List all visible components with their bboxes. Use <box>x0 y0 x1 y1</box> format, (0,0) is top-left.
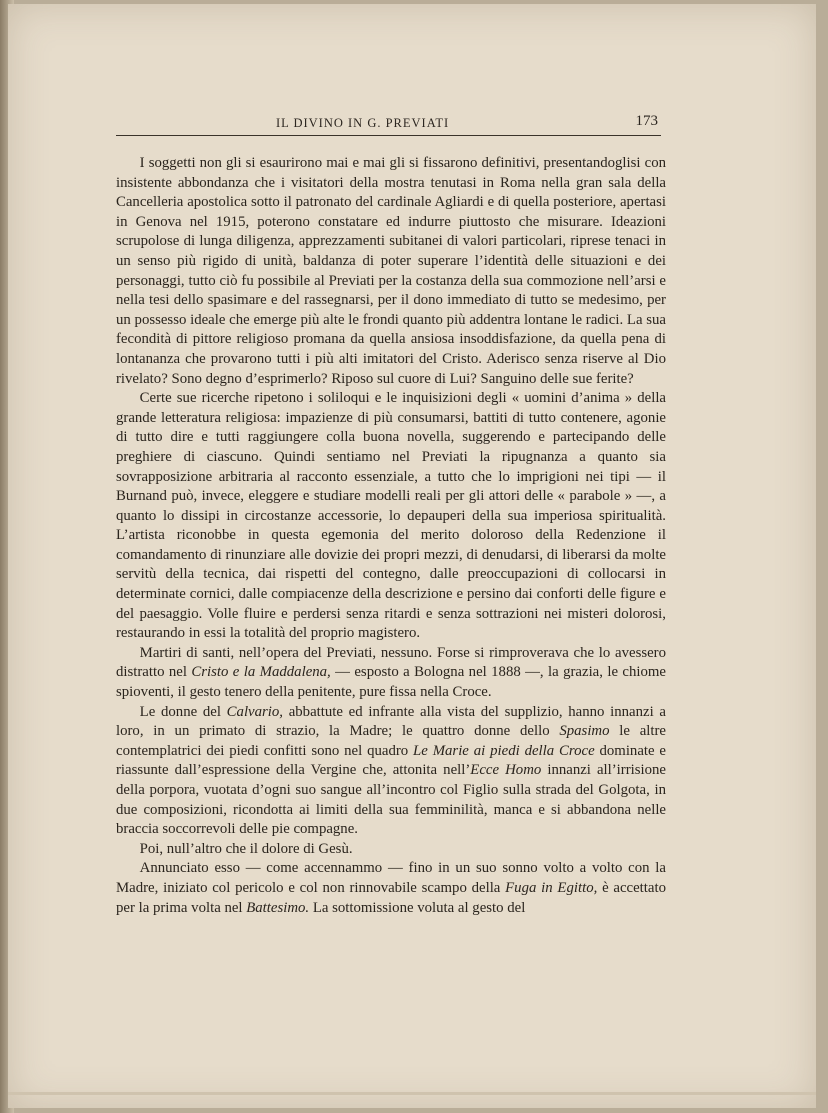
page-header <box>116 112 666 136</box>
page-bottom-edge <box>8 1092 816 1095</box>
italic-title: Cristo e la Maddalena, <box>191 664 331 681</box>
text-run: Annunciato esso — come accennammo — fino in un suo sonno volto a volto con la Madre, iniziato col pericolo e col non rinnovabile scampo della <box>116 860 666 896</box>
header-rule <box>116 135 661 136</box>
paragraph <box>116 644 666 703</box>
paragraph <box>116 154 666 389</box>
paragraph <box>116 859 666 918</box>
paragraph <box>116 703 666 840</box>
text-run: La sottomissione voluta al gesto del <box>309 899 526 916</box>
running-title: IL DIVINO IN G. PREVIATI <box>276 116 450 130</box>
italic-title: Le Marie ai piedi della Croce <box>413 742 595 759</box>
text-run: — esposto a Bologna nel 1888 —, la grazia, le chiome spioventi, il gesto tenero della penitente, pure fissa nella Croce. <box>116 664 666 701</box>
body-text <box>116 154 666 918</box>
text-run: abbattute ed infrante alla vista del supplizio, hanno innanzi a loro, in un primato di strazio, la Madre; le quattro donne dello <box>116 703 666 740</box>
italic-title: Battesimo. <box>246 899 310 916</box>
text-run: Poi, null’altro che il dolore di Gesù. <box>139 840 353 857</box>
text-run: innanzi all’irrisione della porpora, vuotata d’ogni suo sangue all’incontro col Figlio sulla strada del Golgota, in due composizioni, ricondotta ai limiti della sua femminilità, manca e si abbandona nelle braccia soccorrevoli delle pie compagne. <box>116 762 666 838</box>
text-run: dominate e riassunte dall’espressione della Vergine che, attonita nell’ <box>116 742 667 779</box>
italic-title: Spasimo <box>559 723 610 740</box>
text-run: I soggetti non gli si esaurirono mai e mai gli si fissarono definitivi, presentandoglisi con insistente abbondanza che i visitatori della mostra tenutasi in Roma nella gran sala della Cancelleria apostolica sotto il patronato del cardinale Agliardi e di quella posteriore, apertasi in Genova nel 1915, poterono constatare ed indurre piuttosto che misurare. Ideazioni scrupolose di lunga diligenza, apprezzamenti subitanei di valori particolari, riprese tenaci in un senso più rigido di unità, baldanza di poter superare l’identità delle situazioni e dei personaggi, tutto ciò fu possibile al Previati per la costanza della sua commozione nell’arsi e nella tesi dello spasimare e del rassegnarsi, per il dono immediato di tutto se medesimo, per un possesso ideale che emerge più alte le frondi quanto più addentra lontane le radici. La sua fecondità di pittore religioso promana da quella ansiosa insoddisfazione, da quella pena di lontananza che provarono tutti i più alti imitatori del Cristo. Aderisco senza riserve al Dio rivelato? Sono degno d’esprimerlo? Riposo sul cuore di Lui? Sanguino delle sue ferite? <box>116 155 666 387</box>
page-number: 173 <box>635 113 658 129</box>
text-run: Certe sue ricerche ripetono i soliloqui e le inquisizioni degli « uomini d’anima » della grande letteratura religiosa: impazienze di più consumarsi, battiti di tutto contenere, agonie di tutto dire e tutti raggiungere colla buona novella, suggerendo e partecipando delle preghiere di ciascuno. Quindi sentiamo nel Previati la ripugnanza a quanto sia sovrapposizione arbitraria al racconto essenziale, a tutto che lo imprigioni nei tipi — il Burnand può, invece, eleggere e studiare modelli reali per gli attori delle « parabole » —, a quanto lo dissipi in circostanze accessorie, lo depauperi della sua imperiosa spiritualità. L’artista riconobbe in questa egemonia del merito doloroso della Redenzione il comandamento di rinunziare alle dovizie dei propri mezzi, di denudarsi, di liberarsi da molte servitù della tecnica, dai rispetti del contegno, dalle preoccupazioni di collocarsi in determinate cornici, dalle compiacenze della descrizione e persino dai conforti delle figure e del paesaggio. Volle fluire e perdersi senza ritardi e senza sottrazioni nei misteri dolorosi, restaurando in essi la totalità del proprio magistero. <box>116 390 666 642</box>
paragraph <box>116 389 666 644</box>
text-run: Martiri di santi, nell’opera del Previati, nessuno. Forse si rimproverava che lo avessero distratto nel <box>116 644 666 681</box>
text-run: le altre contemplatrici dei piedi confitti sono nel quadro <box>116 723 666 759</box>
italic-title: Fuga in Egitto, <box>505 879 598 896</box>
italic-title: Ecce Homo <box>470 762 542 779</box>
italic-title: Calvario, <box>226 703 283 720</box>
text-run: è accettato per la prima volta nel <box>116 879 666 916</box>
paragraph <box>116 840 666 860</box>
text-run: Le donne del <box>139 703 227 720</box>
